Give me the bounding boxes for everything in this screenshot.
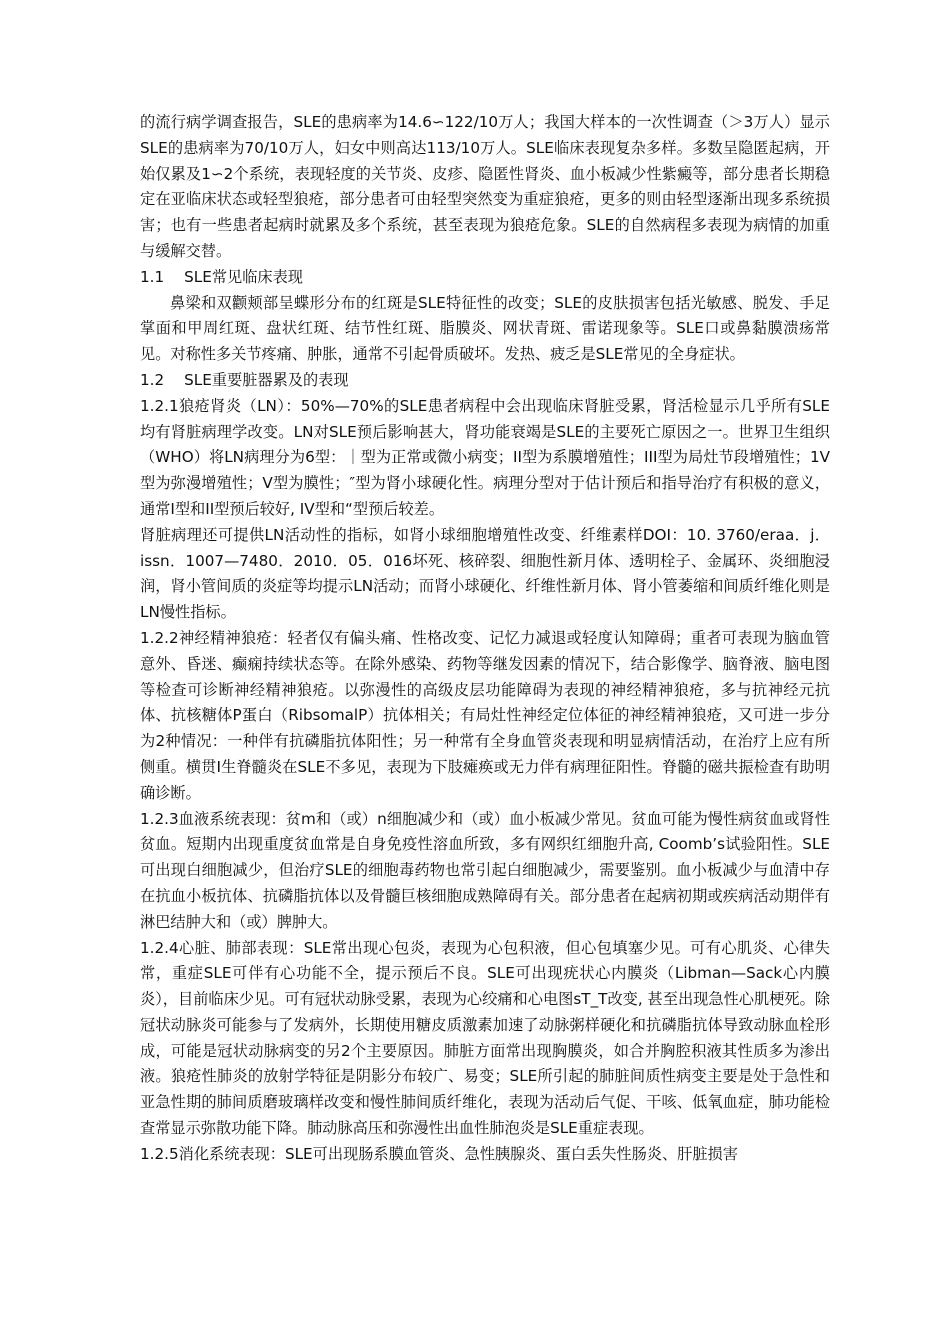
section-heading-1-2: 1.2 SLE重要脏器累及的表现	[140, 370, 349, 389]
intro-paragraph: 的流行病学调查报告，SLE的患病率为14.6∽122/10万人；我国大样本的一次性调查（＞3万人）显示SLE的患病率为70/10万人，妇女中则高达113/10万人。SLE临床表现复杂多样。多数呈隐匿起病，开始仅累及1∽2个系统，表现轻度的关节炎、皮疹、隐匿性肾炎、血小板减少性紫癜等，部分患者长期稳定在亚临床状态或轻型狼疮，部分患者可由轻型突然变为重症狼疮，更多的则由轻型逐渐出现多系统损害；也有一些患者起病时就累及多个系统，甚至表现为狼疮危象。SLE的自然病程多表现为病情的加重与缓解交替。	[140, 113, 830, 260]
section-1-1-paragraph: 鼻梁和双颧颊部呈蝶形分布的红斑是SLE特征性的改变；SLE的皮肤损害包括光敏感、脱发、手足掌面和甲周红斑、盘状红斑、结节性红斑、脂膜炎、网状青斑、雷诺现象等。SLE口或鼻黏膜溃疡常见。对称性多关节疼痛、肿胀，通常不引起骨质破坏。发热、疲乏是SLE常见的全身症状。	[140, 293, 830, 364]
section-1-2-4-paragraph: 1.2.4心脏、肺部表现：SLE常出现心包炎，表现为心包积液，但心包填塞少见。可有心肌炎、心律失常，重症SLE可伴有心功能不全，提示预后不良。SLE可出现疣状心内膜炎（Libman—Sack心内膜炎），目前临床少见。可有冠状动脉受累，表现为心绞痛和心电图sT_T改变, 甚至出现急性心肌梗死。除冠状动脉炎可能参与了发病外，长期使用糖皮质激素加速了动脉粥样硬化和抗磷脂抗体导致动脉血栓形成，可能是冠状动脉病变的另2个主要原因。肺脏方面常出现胸膜炎，如合并胸腔积液其性质多为渗出液。狼疮性肺炎的放射学特征是阴影分布较广、易变；SLE所引起的肺脏间质性病变主要是处于急性和亚急性期的肺间质磨玻璃样改变和慢性肺间质纤维化，表现为活动后气促、干咳、低氧血症，肺功能检查常显示弥散功能下降。肺动脉高压和弥漫性出血性肺泡炎是SLE重症表现。	[140, 938, 830, 1138]
section-1-2-5-paragraph: 1.2.5消化系统表现：SLE可出现肠系膜血管炎、急性胰腺炎、蛋白丢失性肠炎、肝脏损害	[140, 1144, 738, 1163]
section-1-2-1-paragraph: 1.2.1狼疮肾炎（LN）：50%—70%的SLE患者病程中会出现临床肾脏受累，肾活检显示几乎所有SLE均有肾脏病理学改变。LN对SLE预后影响甚大，肾功能衰竭是SLE的主要死亡原因之一。世界卫生组织（WHO）将LN病理分为6型：｜型为正常或微小病变；II型为系膜增殖性；III型为局灶节段增殖性；1V型为弥漫增殖性；V型为膜性；″型为肾小球硬化性。病理分型对于估计预后和指导治疗有积极的意义，通常I型和II型预后较好, IV型和“型预后较差。	[140, 396, 830, 518]
section-1-2-2-paragraph: 1.2.2神经精神狼疮：轻者仅有偏头痛、性格改变、记忆力减退或轻度认知障碍；重者可表现为脑血管意外、昏迷、癫痫持续状态等。在除外感染、药物等继发因素的情况下，结合影像学、脑脊液、脑电图等检查可诊断神经精神狼疮。以弥漫性的高级皮层功能障碍为表现的神经精神狼疮，多与抗神经元抗体、抗核糖体P蛋白（RibsomalP）抗体相关；有局灶性神经定位体征的神经精神狼疮，又可进一步分为2种情况：一种伴有抗磷脂抗体阳性；另一种常有全身血管炎表现和明显病情活动，在治疗上应有所侧重。横贯I生脊髓炎在SLE不多见，表现为下肢瘫痪或无力伴有病理征阳性。脊髓的磁共振检查有助明确诊断。	[140, 628, 830, 802]
document-page	[140, 110, 830, 1168]
section-heading-1-1: 1.1 SLE常见临床表现	[140, 267, 303, 286]
section-1-2-1-continuation: 肾脏病理还可提供LN活动性的指标，如肾小球细胞增殖性改变、纤维素样DOI：10. 3760/eraa．j．issn．1007—7480．2010．05．016坏死、核碎裂、细胞性新月体、透明栓子、金属环、炎细胞浸润，肾小管间质的炎症等均提示LN活动；而肾小球硬化、纤维性新月体、肾小管萎缩和间质纤维化则是LN慢性指标。	[140, 525, 830, 622]
section-1-2-3-paragraph: 1.2.3血液系统表现：贫m和（或）n细胞减少和（或）血小板减少常见。贫血可能为慢性病贫血或肾性贫血。短期内出现重度贫血常是自身免疫性溶血所致，多有网织红细胞升高, Coomb’s试验阳性。SLE可出现白细胞减少，但治疗SLE的细胞毒药物也常引起白细胞减少，需要鉴别。血小板减少与血清中存在抗血小板抗体、抗磷脂抗体以及骨髓巨核细胞成熟障碍有关。部分患者在起病初期或疾病活动期伴有淋巴结肿大和（或）脾肿大。	[140, 809, 830, 931]
